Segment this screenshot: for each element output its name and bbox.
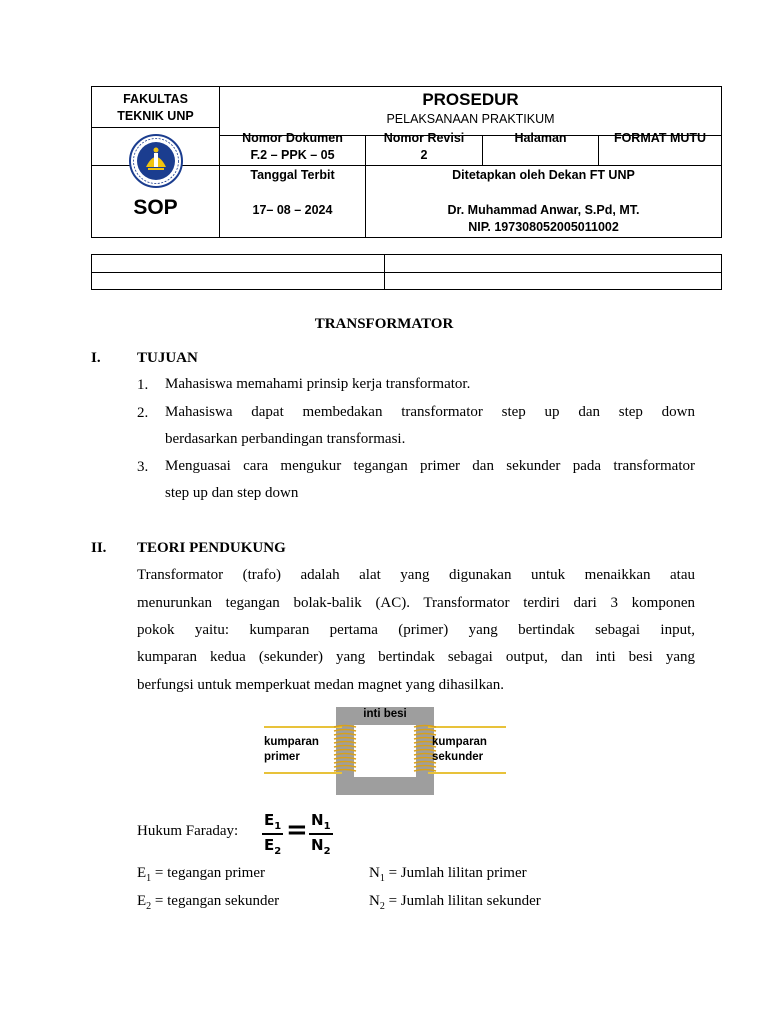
e-symbol: E	[264, 836, 275, 854]
ratio-denominator	[309, 835, 333, 857]
definition-text: = Jumlah lilitan sekunder	[384, 893, 541, 909]
n-symbol: N	[311, 811, 324, 829]
section-number: I.	[91, 350, 101, 366]
procedure-subtitle: PELAKSANAAN PRAKTIKUM	[386, 112, 555, 126]
paragraph-line: Transformator (trafo) adalah alat yang digunakan untuk menaikkan atau	[137, 567, 695, 583]
section-title: TEORI PENDUKUNG	[137, 540, 286, 556]
list-item-text: step up dan step down	[165, 485, 299, 501]
list-item-text: Mahasiswa memahami prinsip kerja transformator.	[165, 376, 471, 392]
ratio-numerator	[309, 811, 333, 835]
section-title: TUJUAN	[137, 350, 198, 366]
subscript: 2	[274, 846, 282, 857]
list-item-number: 1.	[137, 377, 149, 393]
subscript: 1	[379, 873, 385, 884]
document-title: TRANSFORMATOR	[314, 316, 454, 332]
sekunder-label-1: kumparan	[432, 736, 487, 748]
transformer-diagram	[260, 705, 510, 797]
symbol: E	[137, 865, 147, 881]
page-label: Halaman	[514, 131, 567, 145]
subscript: 2	[146, 901, 152, 912]
list-item-text: Mahasiswa dapat membedakan transformator step up dan step down	[165, 404, 695, 420]
faculty-label-2: TEKNIK UNP	[117, 109, 194, 123]
symbol: E	[137, 893, 147, 909]
paragraph-line: menurunkan tegangan bolak-balik (AC). Transformator terdiri dari 3 komponen	[137, 595, 695, 611]
subscript: 2	[379, 901, 385, 912]
procedure-title: PROSEDUR	[422, 90, 519, 109]
list-item-text: berdasarkan perbandingan transformasi.	[165, 431, 406, 447]
subscript: 1	[323, 821, 331, 832]
revision-cell	[366, 130, 482, 164]
sekunder-label-2: sekunder	[432, 751, 484, 763]
revision-value: 2	[420, 148, 428, 162]
primer-label	[264, 735, 319, 765]
empty-info-table	[91, 254, 722, 290]
definition-text: = Jumlah lilitan primer	[384, 865, 527, 881]
definition-e2	[137, 893, 279, 912]
approved-by: Ditetapkan oleh Dekan FT UNP	[452, 168, 635, 182]
sop-header-table	[91, 86, 722, 238]
revision-label: Nomor Revisi	[383, 131, 465, 145]
paragraph-line: berfungsi untuk memperkuat medan magnet yang dihasilkan.	[137, 677, 504, 693]
doc-number-label: Nomor Dokumen	[242, 131, 343, 145]
sekunder-label	[432, 735, 487, 765]
doc-number-cell	[220, 130, 365, 164]
list-item-number: 2.	[137, 405, 149, 421]
core-label: inti besi	[363, 708, 407, 720]
issue-date-value: 17– 08 – 2024	[252, 203, 333, 217]
core-window	[354, 725, 416, 777]
symbol: N	[369, 893, 380, 909]
format-label: FORMAT MUTU	[613, 131, 707, 145]
subscript: 1	[274, 821, 282, 832]
subscript: 2	[323, 846, 331, 857]
equals-sign: =	[286, 815, 308, 845]
definition-e1	[137, 865, 265, 884]
unp-logo	[128, 133, 186, 191]
approver-nip: NIP. 197308052005011002	[468, 220, 619, 234]
ratio-numerator	[262, 811, 283, 835]
definition-text: = tegangan primer	[151, 865, 266, 881]
issue-date-label: Tanggal Terbit	[250, 168, 335, 182]
list-item-text: Menguasai cara mengukur tegangan primer dan sekunder pada transformator	[165, 458, 695, 474]
faraday-law-label: Hukum Faraday:	[137, 823, 239, 839]
definition-n1	[369, 865, 527, 884]
n-symbol: N	[311, 836, 324, 854]
subscript: 1	[146, 873, 152, 884]
section-number: II.	[91, 540, 107, 556]
primer-label-2: primer	[264, 751, 300, 763]
approver-name: Dr. Muhammad Anwar, S.Pd, MT.	[447, 203, 640, 217]
list-item-number: 3.	[137, 459, 149, 475]
primer-label-1: kumparan	[264, 736, 319, 748]
unp-seal-icon	[128, 133, 184, 189]
paragraph-line: kumparan kedua (sekunder) yang bertindak sebagai output, dan inti besi yang	[137, 649, 695, 665]
table-divider	[92, 165, 721, 166]
e-symbol: E	[264, 811, 275, 829]
faculty-label: FAKULTAS	[123, 92, 188, 106]
definition-n2	[369, 893, 541, 912]
sop-label: SOP	[133, 196, 178, 219]
turns-ratio	[309, 811, 333, 857]
symbol: N	[369, 865, 380, 881]
table-divider	[92, 127, 220, 128]
ratio-denominator	[262, 835, 283, 857]
faculty-cell	[92, 91, 219, 125]
table-divider	[384, 255, 385, 289]
definition-text: = tegangan sekunder	[151, 893, 280, 909]
paragraph-line: pokok yaitu: kumparan pertama (primer) yang bertindak sebagai input,	[137, 622, 695, 638]
voltage-ratio	[262, 811, 283, 857]
doc-number-value: F.2 – PPK – 05	[250, 148, 335, 162]
table-divider	[92, 272, 721, 273]
